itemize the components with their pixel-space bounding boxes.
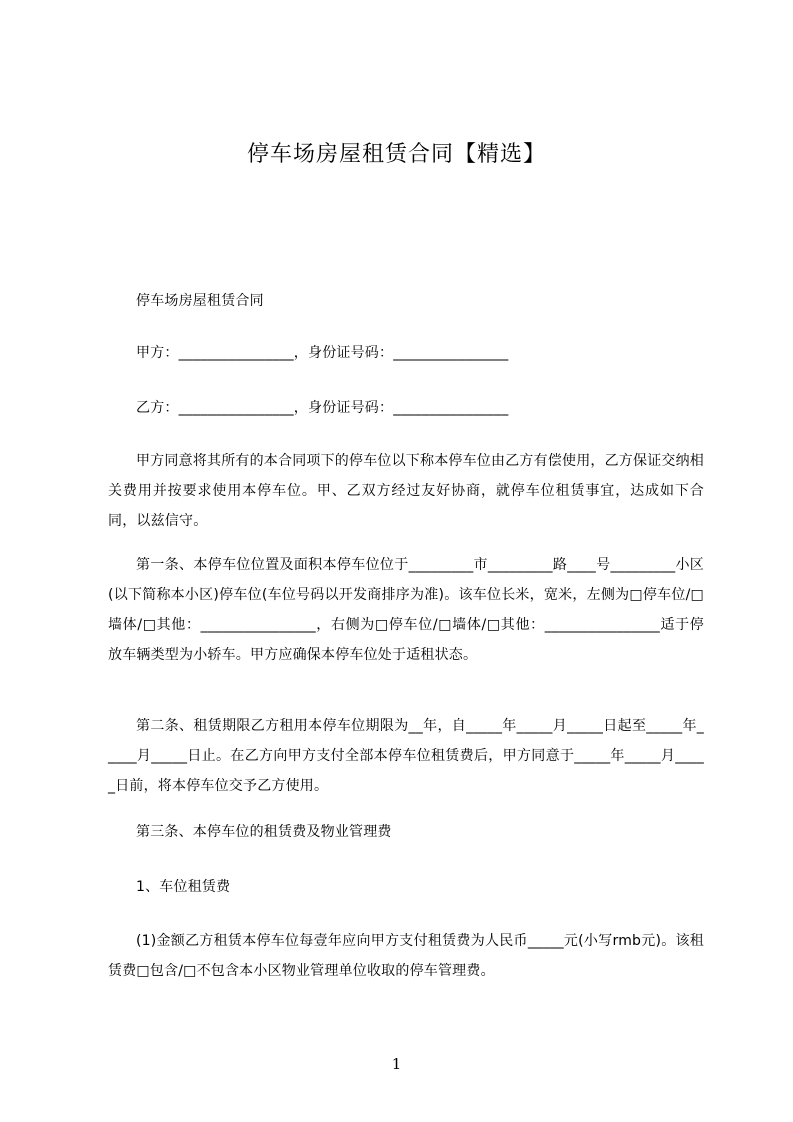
- fee-amount-paragraph: (1)金额乙方租赁本停车位每壹年应向甲方支付租赁费为人民币_____元(小写rmb元)。该租赁费□包含/□不包含本小区物业管理单位收取的停车管理费。: [108, 933, 704, 979]
- document-title: 停车场房屋租赁合同【精选】: [246, 142, 546, 167]
- section-parking-fee-heading: 1、车位租赁费: [136, 879, 231, 895]
- page-number: 1: [391, 1055, 402, 1073]
- article-one-paragraph: 第一条、本停车位位置及面积本停车位位于_________市_________路____号_________小区(以下简称本小区)停车位(车位号码以开发商排序为准)。该车位长米，宽米，左侧为□停车位/□墙体/□其他：________________，右侧为□停车位/□墙体/□其他：________________适于停放车辆类型为小轿车。甲方应确保本停车位处于适租状态。: [108, 557, 704, 663]
- contract-subtitle: 停车场房屋租赁合同: [136, 293, 264, 309]
- party-b-line: 乙方：________________，身份证号码：________________: [136, 400, 509, 416]
- article-three-heading: 第三条、本停车位的租赁费及物业管理费: [136, 824, 392, 840]
- article-two-paragraph: 第二条、租赁期限乙方租用本停车位期限为__年，自_____年_____月_____日起至_____年_____月_____日止。在乙方向甲方支付全部本停车位租赁费后，甲方同意于_____年_____月_____日前，将本停车位交予乙方使用。: [108, 718, 704, 794]
- party-a-line: 甲方：________________，身份证号码：________________: [136, 345, 509, 361]
- preamble-paragraph: 甲方同意将其所有的本合同项下的停车位以下称本停车位由乙方有偿使用，乙方保证交纳相关费用并按要求使用本停车位。甲、乙双方经过友好协商，就停车位租赁事宜，达成如下合同，以兹信守。: [108, 453, 704, 529]
